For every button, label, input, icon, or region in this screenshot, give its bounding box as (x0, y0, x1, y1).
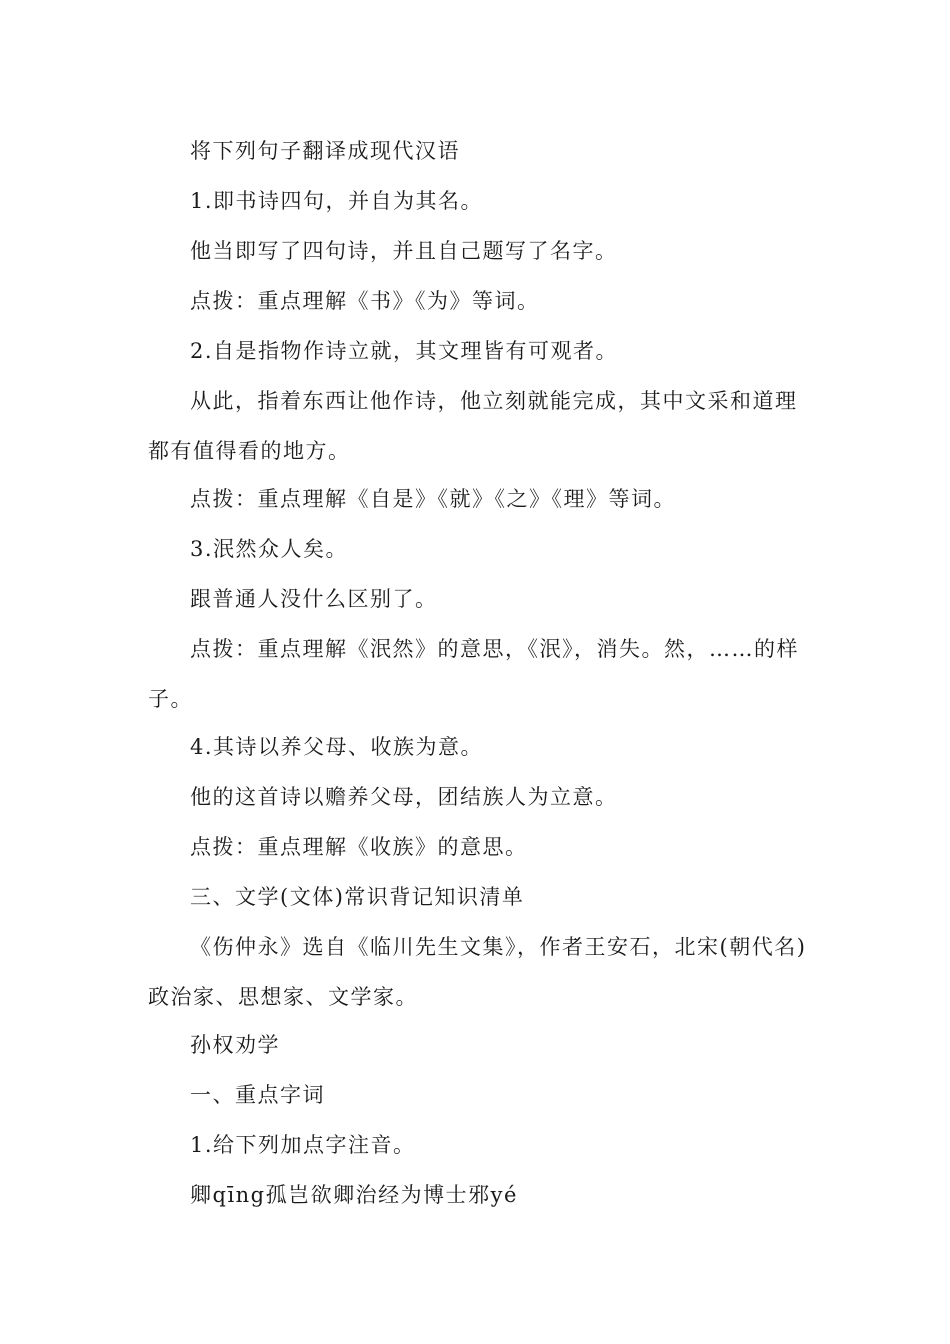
hint-2: 点拨：重点理解《自是》《就》《之》《理》等词。 (190, 487, 676, 511)
section-heading-key-words: 一、重点字词 (190, 1083, 325, 1107)
question-3: 3.泯然众人矣。 (190, 537, 349, 561)
lesson-title: 孙权劝学 (190, 1033, 280, 1057)
question-1: 1.即书诗四句，并自为其名。 (190, 189, 484, 213)
section-heading-literature: 三、文学(文体)常识背记知识清单 (190, 885, 525, 909)
exercise-1: 1.给下列加点字注音。 (190, 1133, 416, 1157)
question-2: 2.自是指物作诗立就，其文理皆有可观者。 (190, 339, 619, 363)
answer-3: 跟普通人没什么区别了。 (190, 587, 438, 611)
hint-4: 点拨：重点理解《收族》的意思。 (190, 835, 528, 859)
question-4: 4.其诗以养父母、收族为意。 (190, 735, 484, 759)
hint-3: 点拨：重点理解《泯然》的意思，《泯》，消失。然，……的样子。 (148, 637, 799, 711)
literature-note: 《伤仲永》选自《临川先生文集》，作者王安石，北宋(朝代名)政治家、思想家、文学家。 (148, 935, 807, 1009)
answer-4: 他的这首诗以赡养父母，团结族人为立意。 (190, 785, 618, 809)
heading-translate: 将下列句子翻译成现代汉语 (190, 139, 460, 163)
hint-1: 点拨：重点理解《书》《为》等词。 (190, 289, 540, 313)
answer-2: 从此，指着东西让他作诗，他立刻就能完成，其中文采和道理都有值得看的地方。 (148, 389, 798, 463)
answer-1: 他当即写了四句诗，并且自己题写了名字。 (190, 239, 618, 263)
pinyin-line: 卿qīng孤岂欲卿治经为博士邪yé (190, 1183, 518, 1207)
